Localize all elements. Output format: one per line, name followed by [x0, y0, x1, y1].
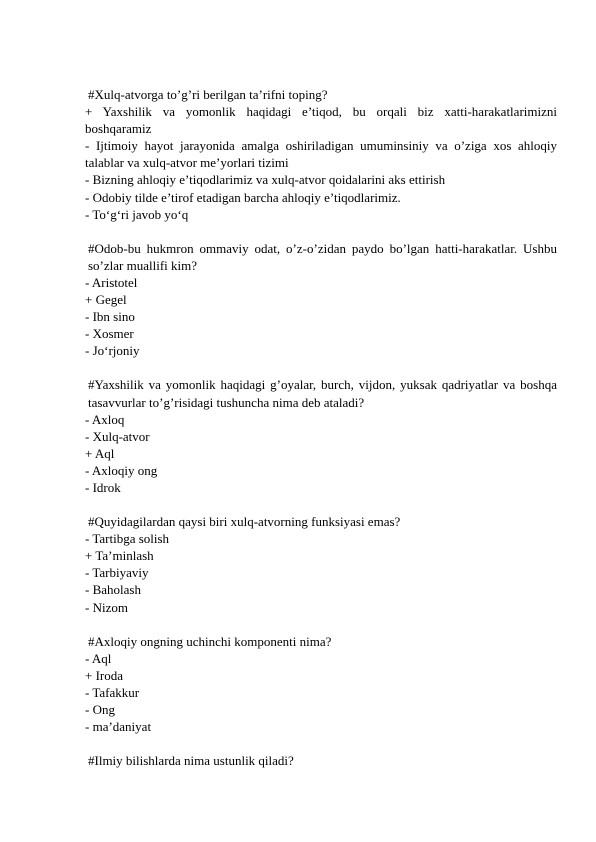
answer-option: - Baholash — [85, 582, 141, 598]
answer-option: + Aql — [85, 445, 115, 461]
answer-option: - Bizning ahloqiy e’tiqodlarimiz va xulq-atvor qoidalarini aks ettirish — [85, 172, 446, 188]
question-text: #Axloqiy ongning uchinchi komponenti nima? — [88, 633, 332, 649]
answer-option: - Nizom — [85, 599, 128, 615]
answer-option: + Yaxshilik va yomonlik haqidagi e’tiqod, bu orqali biz xatti-harakatlarimizni boshqaramiz — [85, 104, 557, 137]
answer-option: - To‘g‘ri javob yo‘q — [85, 206, 189, 222]
question-block-5 — [85, 633, 557, 736]
answer-option: + Ta’minlash — [85, 548, 154, 564]
question-block-6 — [85, 752, 557, 769]
answer-option: + Gegel — [85, 292, 127, 308]
answer-option: - ma’daniyat — [85, 719, 152, 735]
question-text: #Quyidagilardan qaysi biri xulq-atvorning funksiyasi emas? — [88, 514, 401, 530]
answer-option: - Odobiy tilde e’tirof etadigan barcha ahloqiy e’tiqodlarimiz. — [85, 189, 401, 205]
answer-option: - Aristotel — [85, 274, 138, 290]
question-block-3 — [85, 376, 557, 496]
question-text: #Yaxshilik va yomonlik haqidagi g’oyalar, burch, vijdon, yuksak qadriyatlar va boshqa tasavvurlar to’g’risidagi tushuncha nima deb ataladi? — [88, 377, 557, 410]
question-text: #Odob-bu hukmron ommaviy odat, o’z-o’zidan paydo bo’lgan hatti-harakatlar. Ushbu so’zlar muallifi kim? — [88, 240, 557, 273]
answer-option: - Axloqiy ong — [85, 462, 158, 478]
answer-option: - Ong — [85, 702, 115, 717]
answer-option: - Xulq-atvor — [85, 428, 150, 444]
answer-option: - Ijtimoiy hayot jarayonida amalga oshiriladigan umuminsiniy va o’ziga xos ahloqiy talablar va xulq-atvor me’yorlari tizimi — [85, 138, 557, 171]
answer-option: - Tafakkur — [85, 684, 140, 700]
question-block-1 — [85, 86, 557, 223]
answer-option: - Tarbiyaviy — [85, 565, 149, 581]
answer-option: - Idrok — [85, 479, 121, 495]
answer-option: - Aql — [85, 650, 112, 666]
answer-option: - Xosmer — [85, 326, 134, 342]
answer-option: - Tartibga solish — [85, 531, 170, 547]
question-text: #Ilmiy bilishlarda nima ustunlik qiladi? — [88, 753, 294, 769]
question-block-4 — [85, 513, 557, 616]
question-block-2 — [85, 240, 557, 360]
answer-option: + Iroda — [85, 667, 124, 683]
document-page — [85, 86, 557, 786]
answer-option: - Jo‘rjoniy — [85, 343, 140, 359]
answer-option: - Ibn sino — [85, 309, 135, 325]
answer-option: - Axloq — [85, 411, 125, 427]
question-text: #Xulq-atvorga to’g’ri berilgan ta’rifni toping? — [88, 87, 328, 102]
